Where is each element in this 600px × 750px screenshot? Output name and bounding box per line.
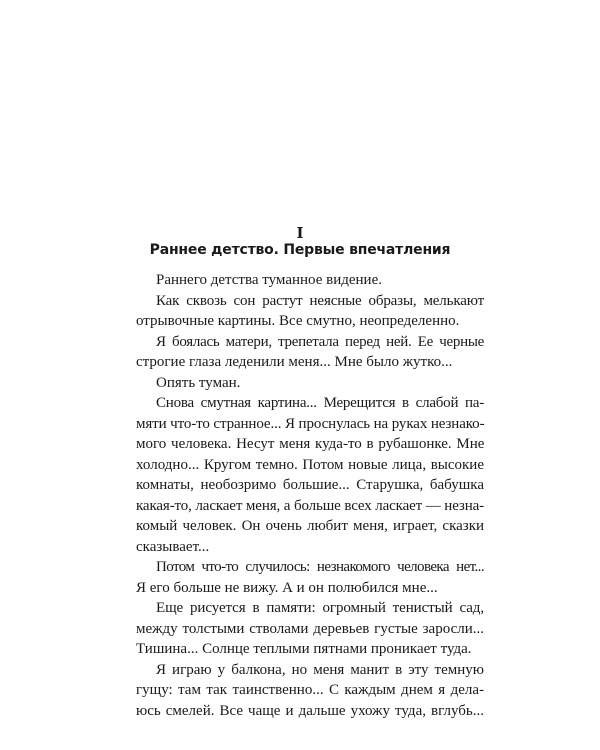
text-line: строгие глаза леденили меня... Мне было жутко... [136, 354, 453, 370]
text-line: Я боялась матери, трепетала перед ней. Ее черные [156, 333, 484, 350]
text-line: комый человек. Он очень любит меня, играет, сказки [136, 518, 485, 534]
text-line: Снова смутная картина... Мерещится в слабой па- [156, 395, 484, 411]
paragraph [116, 598, 484, 660]
chapter-title: Раннее детство. Первые впечатления [149, 242, 451, 258]
paragraph [116, 393, 484, 557]
paragraph [116, 291, 484, 332]
paragraph [116, 332, 484, 373]
text-line: мяти что-то странное... Я проснулась на руках незнако- [136, 415, 485, 432]
text-line: юсь смелей. Все чаще и дальше ухожу туда, вглубь... [136, 702, 484, 719]
text-line: сказывает... [136, 538, 210, 555]
text-line: Раннего детства туманное видение. [156, 272, 382, 288]
chapter-body [116, 270, 484, 721]
text-line: мого человека. Несут меня куда-то в рубашонке. Мне [136, 436, 485, 452]
text-line: холодно... Кругом темно. Потом новые лица, высокие [136, 456, 484, 473]
text-line: Еще рисуется в памяти: огромный тенистый сад, [156, 600, 484, 616]
text-line: Я его больше не вижу. А и он полюбился мне... [136, 579, 438, 596]
text-line: Как сквозь сон растут неясные образы, мелькают [156, 292, 484, 309]
text-line: какая-то, ласкает меня, а больше всех ласкает — незна- [136, 497, 484, 514]
text-line: Я играю у балкона, но меня манит в эту темную [156, 661, 484, 678]
text-line: Опять туман. [156, 374, 241, 391]
text-line: Тишина... Солнце теплыми пятнами проникает туда. [136, 641, 472, 657]
chapter-number: I [296, 224, 304, 242]
paragraph [116, 270, 484, 291]
paragraph [116, 373, 484, 394]
text-line: между толстыми стволами деревьев густые заросли... [136, 620, 484, 637]
text-line: комнаты, необозримо большие... Старушка, бабушка [136, 477, 484, 493]
text-line: гущу: там так таинственно... С каждым днем я дела- [136, 682, 484, 698]
text-line: Потом что-то случилось: незнакомого человека нет... [156, 559, 484, 575]
text-line: отрывочные картины. Все смутно, неопределенно. [136, 313, 460, 329]
paragraph [116, 557, 484, 598]
paragraph [116, 660, 484, 722]
